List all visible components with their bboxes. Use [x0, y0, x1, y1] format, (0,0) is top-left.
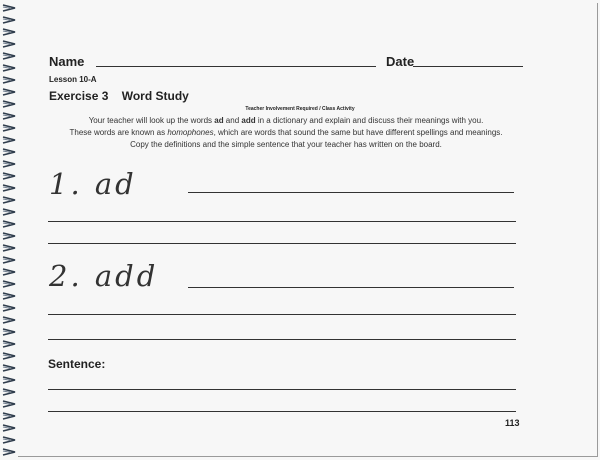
spiral-ring	[2, 88, 16, 96]
spiral-ring	[2, 160, 16, 168]
definition-line	[48, 221, 516, 222]
spiral-ring	[2, 436, 16, 444]
spiral-ring	[2, 172, 16, 180]
spiral-ring	[2, 328, 16, 336]
spiral-ring	[2, 4, 16, 12]
instruction-line-3: Copy the definitions and the simple sentence that your teacher has written on the board.	[130, 140, 442, 149]
date-write-line	[413, 66, 523, 67]
spiral-ring	[2, 376, 16, 384]
spiral-ring	[2, 16, 16, 24]
spiral-binding	[0, 0, 22, 460]
instruction-line-1: Your teacher will look up the words ad and add in a dictionary and explain and discuss their meanings with you.	[88, 116, 484, 125]
date-label: Date	[386, 54, 415, 69]
instruction-line-2: These words are known as homophones, which are words that sound the same but have different spellings and meanings.	[69, 128, 503, 137]
spiral-ring	[2, 220, 16, 228]
definition-line	[48, 339, 516, 340]
name-write-line	[96, 66, 376, 67]
spiral-ring	[2, 292, 16, 300]
teacher-involvement-note: Teacher Involvement Required / Class Activity	[245, 106, 355, 112]
definition-line	[188, 287, 514, 288]
spiral-ring	[2, 400, 16, 408]
spiral-ring	[2, 304, 16, 312]
exercise-title: Exercise 3 Word Study	[49, 89, 189, 103]
spiral-ring	[2, 64, 16, 72]
spiral-ring	[2, 76, 16, 84]
spiral-ring	[2, 208, 16, 216]
spiral-ring	[2, 232, 16, 240]
page-edge-right	[597, 3, 598, 457]
spiral-ring	[2, 364, 16, 372]
spiral-ring	[2, 256, 16, 264]
spiral-ring	[2, 184, 16, 192]
spiral-ring	[2, 244, 16, 252]
word-add: 2. add	[49, 259, 159, 293]
spiral-ring	[2, 40, 16, 48]
spiral-ring	[2, 196, 16, 204]
name-label: Name	[49, 54, 85, 69]
spiral-ring	[2, 52, 16, 60]
page-number: 113	[505, 418, 520, 428]
spiral-ring	[2, 388, 16, 396]
sentence-label: Sentence:	[48, 357, 106, 371]
spiral-ring	[2, 424, 16, 432]
spiral-ring	[2, 448, 16, 456]
page-edge-bottom	[18, 456, 598, 457]
spiral-ring	[2, 28, 16, 36]
spiral-ring	[2, 280, 16, 288]
lesson-label: Lesson 10-A	[49, 75, 97, 84]
definition-line	[188, 192, 514, 193]
word-ad: 1. ad	[49, 167, 137, 201]
spiral-ring	[2, 412, 16, 420]
sentence-line	[48, 411, 516, 412]
definition-line	[48, 314, 516, 315]
sentence-line	[48, 389, 516, 390]
definition-line	[48, 243, 516, 244]
spiral-ring	[2, 316, 16, 324]
spiral-ring	[2, 268, 16, 276]
spiral-ring	[2, 352, 16, 360]
spiral-ring	[2, 340, 16, 348]
